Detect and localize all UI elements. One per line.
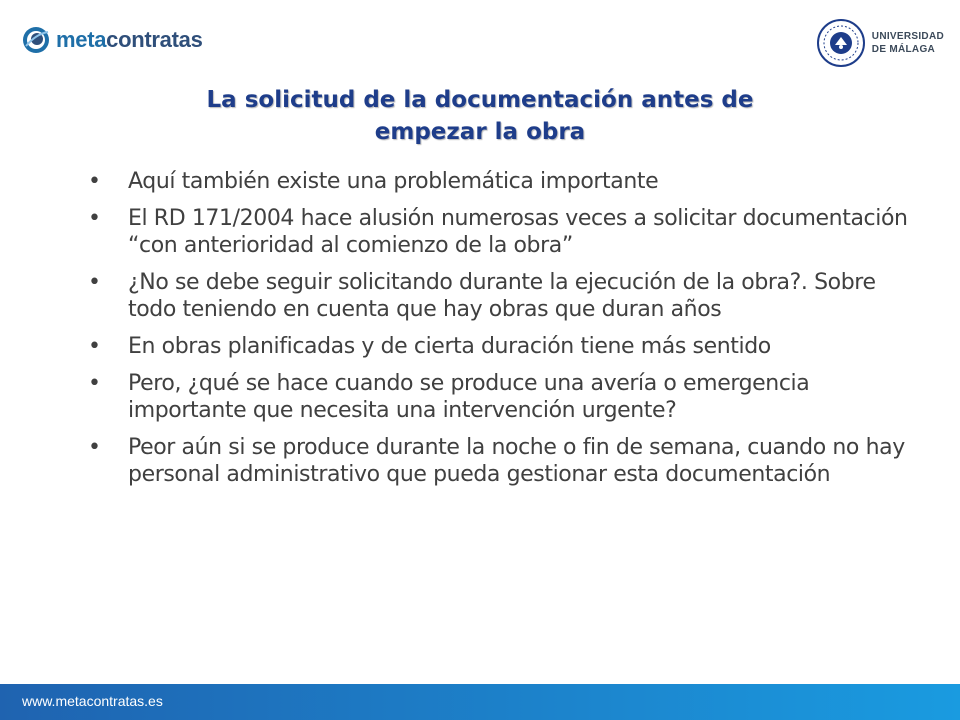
bullet-marker: •: [88, 169, 101, 194]
bullet-text: ¿No se debe seguir solicitando durante la ejecución de la obra?. Sobre todo teniendo en cuenta que hay obras que duran años: [128, 270, 876, 322]
bullet-list: [88, 168, 918, 498]
metacontratas-logo: [22, 24, 203, 56]
bullet-item: [88, 370, 918, 424]
footer-bar: [0, 684, 960, 720]
bullet-item: [88, 269, 918, 323]
university-name-line1: UNIVERSIDAD: [871, 31, 944, 42]
bullet-item: [88, 205, 918, 259]
bullet-item: [88, 434, 918, 488]
bullet-text: Peor aún si se produce durante la noche o fin de semana, cuando no hay personal administrativo que pueda gestionar esta documentación: [128, 435, 905, 487]
universidad-malaga-logo: [816, 18, 944, 68]
slide-title-line2: empezar la obra: [374, 119, 586, 145]
footer-url[interactable]: www.metacontratas.es: [22, 693, 163, 709]
metacontratas-wordmark: metacontratas: [56, 27, 203, 52]
slide-title-line1: La solicitud de la documentación antes de: [206, 87, 754, 113]
universidad-malaga-name: [872, 30, 944, 56]
slide-title: [0, 84, 960, 148]
bullet-text: Pero, ¿qué se hace cuando se produce una avería o emergencia importante que necesita una intervención urgente?: [128, 371, 810, 423]
bullet-marker: •: [88, 371, 101, 396]
bullet-marker: •: [88, 334, 101, 359]
metacontratas-logo-icon: [22, 26, 50, 54]
universidad-malaga-seal-icon: [816, 18, 866, 68]
university-name-line2: DE MÁLAGA: [871, 44, 936, 55]
bullet-item: [88, 333, 918, 360]
bullet-text: El RD 171/2004 hace alusión numerosas veces a solicitar documentación “con anterioridad al comienzo de la obra”: [128, 206, 908, 258]
bullet-marker: •: [88, 270, 101, 295]
bullet-item: [88, 168, 918, 195]
bullet-marker: •: [88, 206, 101, 231]
bullet-text: En obras planificadas y de cierta duración tiene más sentido: [128, 334, 771, 359]
bullet-text: Aquí también existe una problemática importante: [128, 169, 659, 194]
bullet-marker: •: [88, 435, 101, 460]
